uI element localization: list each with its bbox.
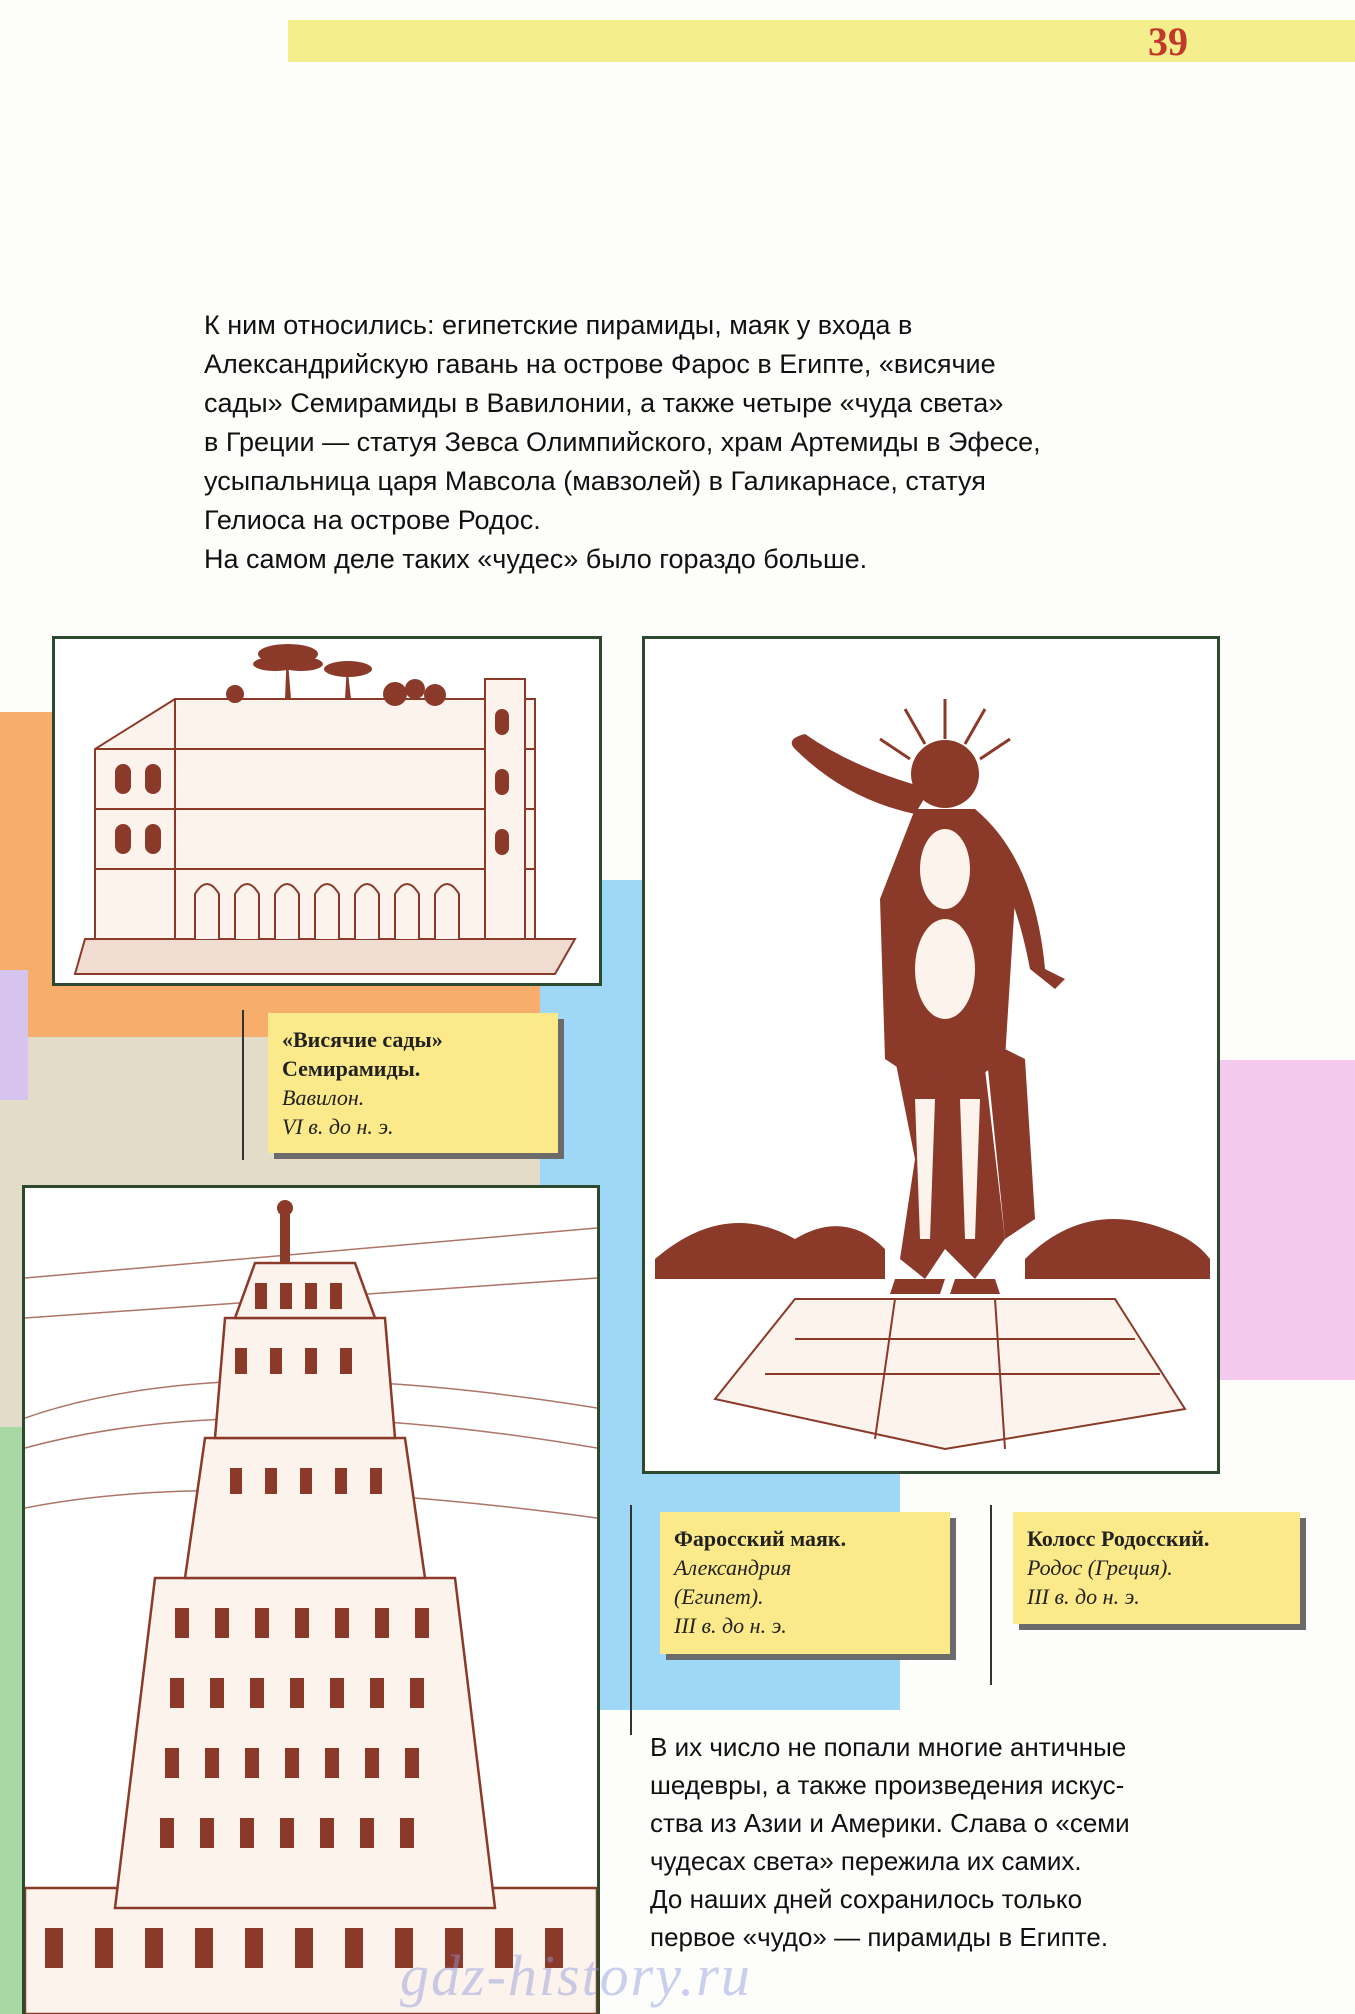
intro-line: усыпальница царя Мавсола (мавзолей) в Галикарнасе, статуя <box>204 466 986 496</box>
outro-text <box>650 1728 1270 1956</box>
gardens-title-line1: «Висячие сады» <box>282 1027 443 1052</box>
outro-line: До наших дней сохранилось только <box>650 1884 1083 1914</box>
colossus-drawing <box>645 639 1217 1471</box>
colossus-illustration <box>642 636 1220 1474</box>
lighthouse-title: Фаросский маяк. <box>674 1526 847 1551</box>
colossus-place: Родос (Греция). <box>1027 1555 1173 1580</box>
colossus-title: Колосс Родосский. <box>1027 1526 1210 1551</box>
lighthouse-place-line2: (Египет). <box>674 1584 764 1609</box>
page-number: 39 <box>1148 19 1188 64</box>
colossus-caption <box>1013 1512 1300 1624</box>
gardens-illustration <box>52 636 602 986</box>
gardens-place: Вавилон. <box>282 1085 365 1110</box>
lighthouse-caption-rule <box>630 1505 632 1735</box>
gardens-caption <box>268 1013 558 1153</box>
colossus-date: III в. до н. э. <box>1027 1584 1140 1609</box>
outro-line: В их число не попали многие античные <box>650 1732 1127 1762</box>
intro-line: в Греции — статуя Зевса Олимпийского, храм Артемиды в Эфесе, <box>204 427 1041 457</box>
colossus-caption-rule <box>990 1505 992 1685</box>
top-bar <box>288 20 1355 62</box>
gardens-title-line2: Семирамиды. <box>282 1056 421 1081</box>
gardens-caption-rule <box>242 1010 244 1160</box>
intro-line: Александрийскую гавань на острове Фарос в Египте, «висячие <box>204 349 996 379</box>
lighthouse-drawing <box>25 1188 597 2014</box>
intro-line: На самом деле таких «чудес» было гораздо больше. <box>204 544 868 574</box>
band-lavender <box>0 970 28 1100</box>
lighthouse-place-line1: Александрия <box>674 1555 792 1580</box>
outro-line: ства из Азии и Америки. Слава о «семи <box>650 1808 1130 1838</box>
intro-line: К ним относились: египетские пирамиды, маяк у входа в <box>204 310 913 340</box>
intro-text <box>204 306 1204 579</box>
intro-line: сады» Семирамиды в Вавилонии, а также четыре «чуда света» <box>204 388 1004 418</box>
gardens-date: VI в. до н. э. <box>282 1114 394 1139</box>
lighthouse-illustration <box>22 1185 600 2014</box>
intro-line: Гелиоса на острове Родос. <box>204 505 541 535</box>
lighthouse-caption <box>660 1512 950 1654</box>
watermark: gdz-history.ru <box>400 1943 752 2008</box>
outro-line: первое «чудо» — пирамиды в Египте. <box>650 1922 1109 1952</box>
lighthouse-date: III в. до н. э. <box>674 1613 787 1638</box>
outro-line: чудесах света» пережила их самих. <box>650 1846 1082 1876</box>
outro-line: шедевры, а также произведения искус- <box>650 1770 1125 1800</box>
gardens-drawing <box>55 639 599 983</box>
